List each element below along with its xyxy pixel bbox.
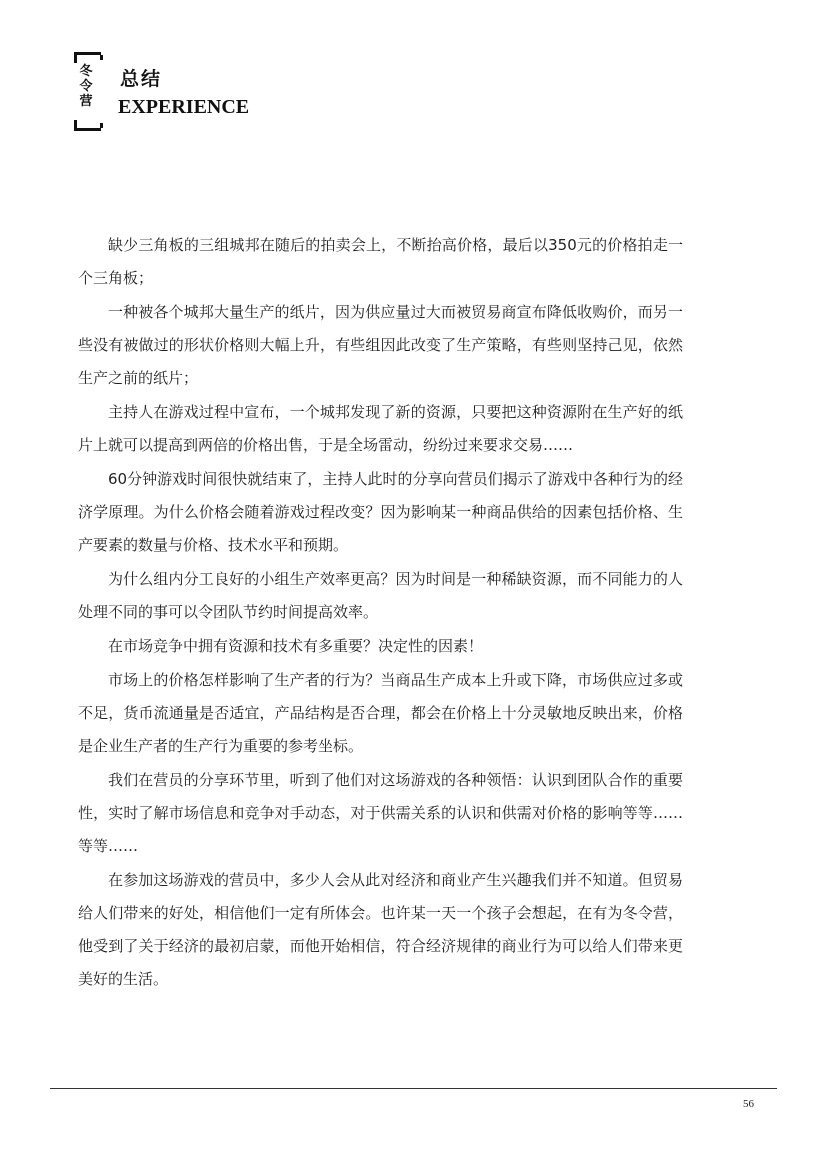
page-number: 56 xyxy=(743,1098,754,1110)
paragraph: 我们在营员的分享环节里，听到了他们对这场游戏的各种领悟：认识到团队合作的重要性，实时了解市场信息和竞争对手动态，对于供需关系的认识和供需对价格的影响等等……等等…… xyxy=(78,771,683,855)
paragraph: 在市场竞争中拥有资源和技术有多重要？决定性的因素！ xyxy=(108,637,484,655)
section-title-english: EXPERIENCE xyxy=(118,96,250,118)
paragraph: 缺少三角板的三组城邦在随后的拍卖会上，不断抬高价格，最后以350元的价格拍走一个三角板； xyxy=(78,236,683,287)
section-header xyxy=(74,52,334,132)
section-title-chinese: 总结 xyxy=(120,68,163,90)
paragraph: 为什么组内分工良好的小组生产效率更高？因为时间是一种稀缺资源，而不同能力的人处理不同的事可以令团队节约时间提高效率。 xyxy=(78,570,683,621)
paragraph: 一种被各个城邦大量生产的纸片，因为供应量过大而被贸易商宣布降低收购价，而另一些没有被做过的形状价格则大幅上升，有些组因此改变了生产策略，有些则坚持己见，依然生产之前的纸片； xyxy=(78,303,683,387)
paragraph: 市场上的价格怎样影响了生产者的行为？当商品生产成本上升或下降，市场供应过多或不足，货币流通量是否适宜，产品结构是否合理，都会在价格上十分灵敏地反映出来，价格是企业生产者的生产行为重要的参考坐标。 xyxy=(78,671,683,755)
paragraph: 60分钟游戏时间很快就结束了，主持人此时的分享向营员们揭示了游戏中各种行为的经济学原理。为什么价格会随着游戏过程改变？因为影响某一种商品供给的因素包括价格、生产要素的数量与价格、技术水平和预期。 xyxy=(78,470,683,554)
paragraph: 在参加这场游戏的营员中，多少人会从此对经济和商业产生兴趣我们并不知道。但贸易给人们带来的好处，相信他们一定有所体会。也许某一天一个孩子会想起，在有为冬令营，他受到了关于经济的最初启蒙，而他开始相信，符合经济规律的商业行为可以给人们带来更美好的生活。 xyxy=(78,871,683,988)
bracket-top-decoration xyxy=(74,52,101,63)
paragraph: 主持人在游戏过程中宣布，一个城邦发现了新的资源，只要把这种资源附在生产好的纸片上就可以提高到两倍的价格出售，于是全场雷动，纷纷过来要求交易…… xyxy=(78,403,683,454)
bracket-bottom-decoration xyxy=(74,120,101,131)
footer-divider xyxy=(50,1088,777,1089)
article-body xyxy=(78,229,683,997)
section-vertical-label: 冬令营 xyxy=(79,64,93,109)
